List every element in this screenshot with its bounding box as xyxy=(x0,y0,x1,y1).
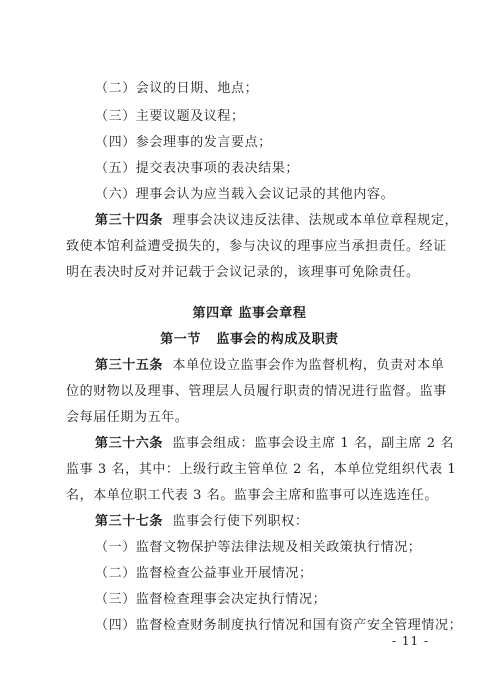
list-item: （二）监督检查公益事业开展情况； xyxy=(95,566,313,581)
section-title: 第一节 监事会的构成及职责 xyxy=(160,332,339,347)
article-text: 致使本馆利益遭受损失的，参与决议的理事应当承担责任。经证 xyxy=(66,239,447,254)
article-text: 监事会组成：监事会设主席 1 名，副主席 2 名 xyxy=(172,436,454,451)
chapter-title: 第四章 监事会章程 xyxy=(192,306,307,321)
article-text: 位的财物以及理事、管理层人员履行职责的情况进行监督。监事 xyxy=(66,384,447,399)
article-text: 明在表决时反对并记载于会议记录的，该理事可免除责任。 xyxy=(66,265,420,280)
page-number: - 11 - xyxy=(392,634,430,648)
article-text: 本单位设立监事会作为监督机构，负责对本单 xyxy=(172,358,445,373)
list-item: （一）监督文物保护等法律法规及相关政策执行情况； xyxy=(95,540,422,555)
article-34-first-line xyxy=(95,212,458,230)
article-36-first-line xyxy=(95,435,454,453)
article-35-first-line xyxy=(95,357,445,375)
article-text: 理事会决议违反法律、法规或本单位章程规定， xyxy=(172,213,459,228)
article-text: 会每届任期为五年。 xyxy=(66,410,189,425)
article-text: 名，本单位职工代表 3 名。监事会主席和监事可以连选连任。 xyxy=(66,488,438,503)
article-label: 第三十五条 xyxy=(95,358,164,373)
list-item: （三）监督检查理事会决定执行情况； xyxy=(95,592,327,607)
list-item: （六）理事会认为应当载入会议记录的其他内容。 xyxy=(95,187,395,202)
list-item: （三）主要议题及议程； xyxy=(95,109,245,124)
article-label: 第三十六条 xyxy=(95,436,164,451)
article-37-first-line xyxy=(95,513,309,531)
article-text: 监事 3 名，其中：上级行政主管单位 2 名，本单位党组织代表 1 xyxy=(66,462,457,477)
list-item: （四）参会理事的发言要点； xyxy=(95,135,272,150)
list-item: （二）会议的日期、地点； xyxy=(95,81,259,96)
article-label: 第三十四条 xyxy=(95,213,164,228)
list-item: （五）提交表决事项的表决结果； xyxy=(95,161,300,176)
list-item: （四）监督检查财务制度执行情况和国有资产安全管理情况； xyxy=(95,618,463,633)
article-text: 监事会行使下列职权： xyxy=(172,514,309,529)
article-label: 第三十七条 xyxy=(95,514,164,529)
